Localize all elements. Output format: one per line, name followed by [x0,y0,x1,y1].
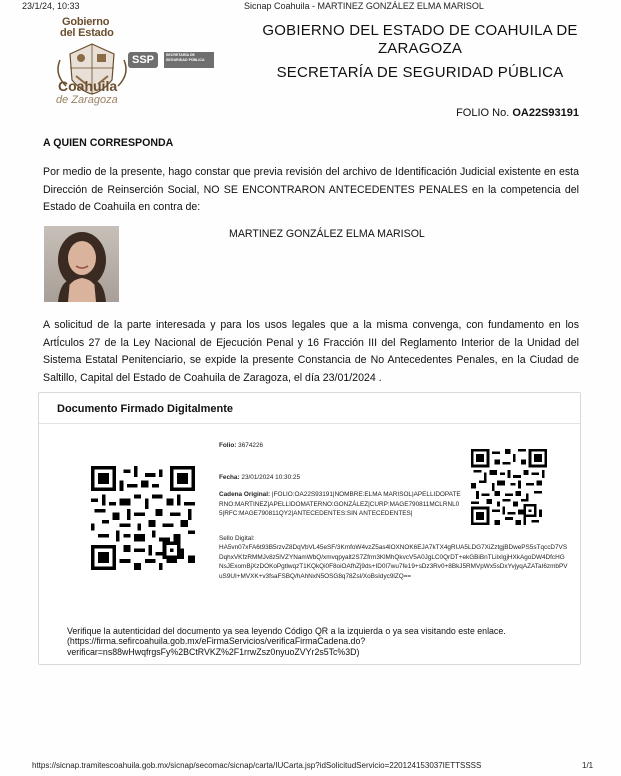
coahuila-ssp-logo [36,14,216,109]
print-datetime: 23/1/24, 10:33 [22,1,80,11]
header-title [240,22,600,82]
logo-de-zaragoza: de Zaragoza [56,94,118,106]
ssp-badge: SSP [128,52,158,68]
verify-url-line[interactable]: (https://firma.sefircoahuila.gob.mx/eFirmaServicios/verificaFirmaCadena.do? [67,636,366,647]
person-photo [44,226,119,302]
qr-code-left-icon[interactable] [91,466,195,570]
folio-value: OA22S93191 [512,107,579,119]
portrait-icon [44,226,119,302]
header-line1: GOBIERNO DEL ESTADO DE COAHUILA DE [262,22,578,39]
person-name: MARTINEZ GONZÁLEZ ELMA MARISOL [229,228,425,240]
logo-coahuila: Coahuila [58,78,118,94]
paragraph-intro: Por medio de la presente, hago constar que previa revisión del archivo de Identificación Judicial existente en esta Dirección de Reinserción Social, NO SE ENCONTRARON ANTECEDENTES PENALES en la competencia del Estado de Coahuila en contra de: [43,166,579,214]
signature-sello-value: HA5vn07xFA6t93B5rzvZ8DqVbVL45eSF/3KmfoW4vzZ5as4lOXNOK6EJA7kTX4gRUA5LDG7XiZztgjBDwePS5sTqccD7VSDqhxVKfzRMMJv8z5lVZYNamWbQ/xmvqpyalt2S7Zfrm3KlMhQkvcV5A0JgLC0QrDT+ekGBiBnTLilxIgjHXkAgoDW4DfcHGNsJExomBjXzDOKoPgtlwqzT1KQkQi0F8oiOAfhZj9ds+ID0I7wu7fe19+sDz3Rv0+8BkJ5RMVpWx5sDxYvjyqAZATaI6zmbPVuS9UI+MVXK+v3fsaFSBQ/hAhNxN5OSG8q78Zsl/XoBsIdyc9lZQ== [219,544,568,580]
logo-gobierno: Gobierno [62,16,110,28]
signature-folio: Folio: 3674226 [219,442,264,449]
digital-signature-box [38,392,581,665]
logo-del-estado: del Estado [60,27,114,39]
folio-label: FOLIO No. [456,107,510,119]
print-page-number: 1/1 [582,761,594,770]
salutation: A QUIEN CORRESPONDA [43,137,174,149]
folio-number [390,107,579,119]
verify-line1: Verifique la autenticidad del documento ya sea leyendo Código QR a la izquierda o ya sea visitando este enlace. [67,626,506,636]
header-line2: ZARAGOZA [377,40,463,57]
verify-param-line: verificar=ns88wHwqfrgsFy%2BCtRVKZ%2F1rrwZsz0nyuoZVYr2s5Tc%3D) [67,646,360,657]
paragraph-basis: A solicitud de la parte interesada y para los usos legales que a la misma convenga, con fundamento en los ArtÍculos 27 de la Ley Nacional de Ejecución Penal y 16 Fracción III del Reglamento Interior de la Unidad del Sistema Estatal Penitenciario, se expide la presente Constancia de No Antecedentes Penales, en la Ciudad de Saltillo, Capital del Estado de Coahuila de Zaragoza, el día 23/01/2024 . [43,319,579,384]
ssp-text-block: SECRETARÍA DE SEGURIDAD PÚBLICA [164,52,214,68]
divider [39,423,580,424]
print-url: https://sicnap.tramitescoahuila.gob.mx/sicnap/secomac/sicnap/carta/IUCarta.jsp?idSolicitudServicio=220124153037IETTSSSS [32,761,482,770]
print-page-title: Sicnap Coahuila - MARTINEZ GONZÁLEZ ELMA MARISOL [244,1,484,11]
qr-code-right-icon[interactable] [471,449,547,525]
verification-text [67,626,567,657]
header-line3: SECRETARÍA DE SEGURIDAD PÚBLICA [276,64,564,81]
signature-fecha: Fecha: 23/01/2024 10:30:25 [219,474,301,481]
signature-box-title: Documento Firmado Digitalmente [57,403,234,415]
signature-sello-label: Sello Digital: [219,535,255,542]
signature-cadena-original: Cadena Original: |FOLIO:OA22S93191|NOMBRE:ELMA MARISOL|APELLIDOPATERNO:MARTINEZ|APELLIDOMATERNO:GONZÁLEZ|CURP:MAGE790811MCLRNL05|RFC:MAGE790811QY2|ANTECEDENTES:SIN ANTECEDENTES| [219,491,461,518]
